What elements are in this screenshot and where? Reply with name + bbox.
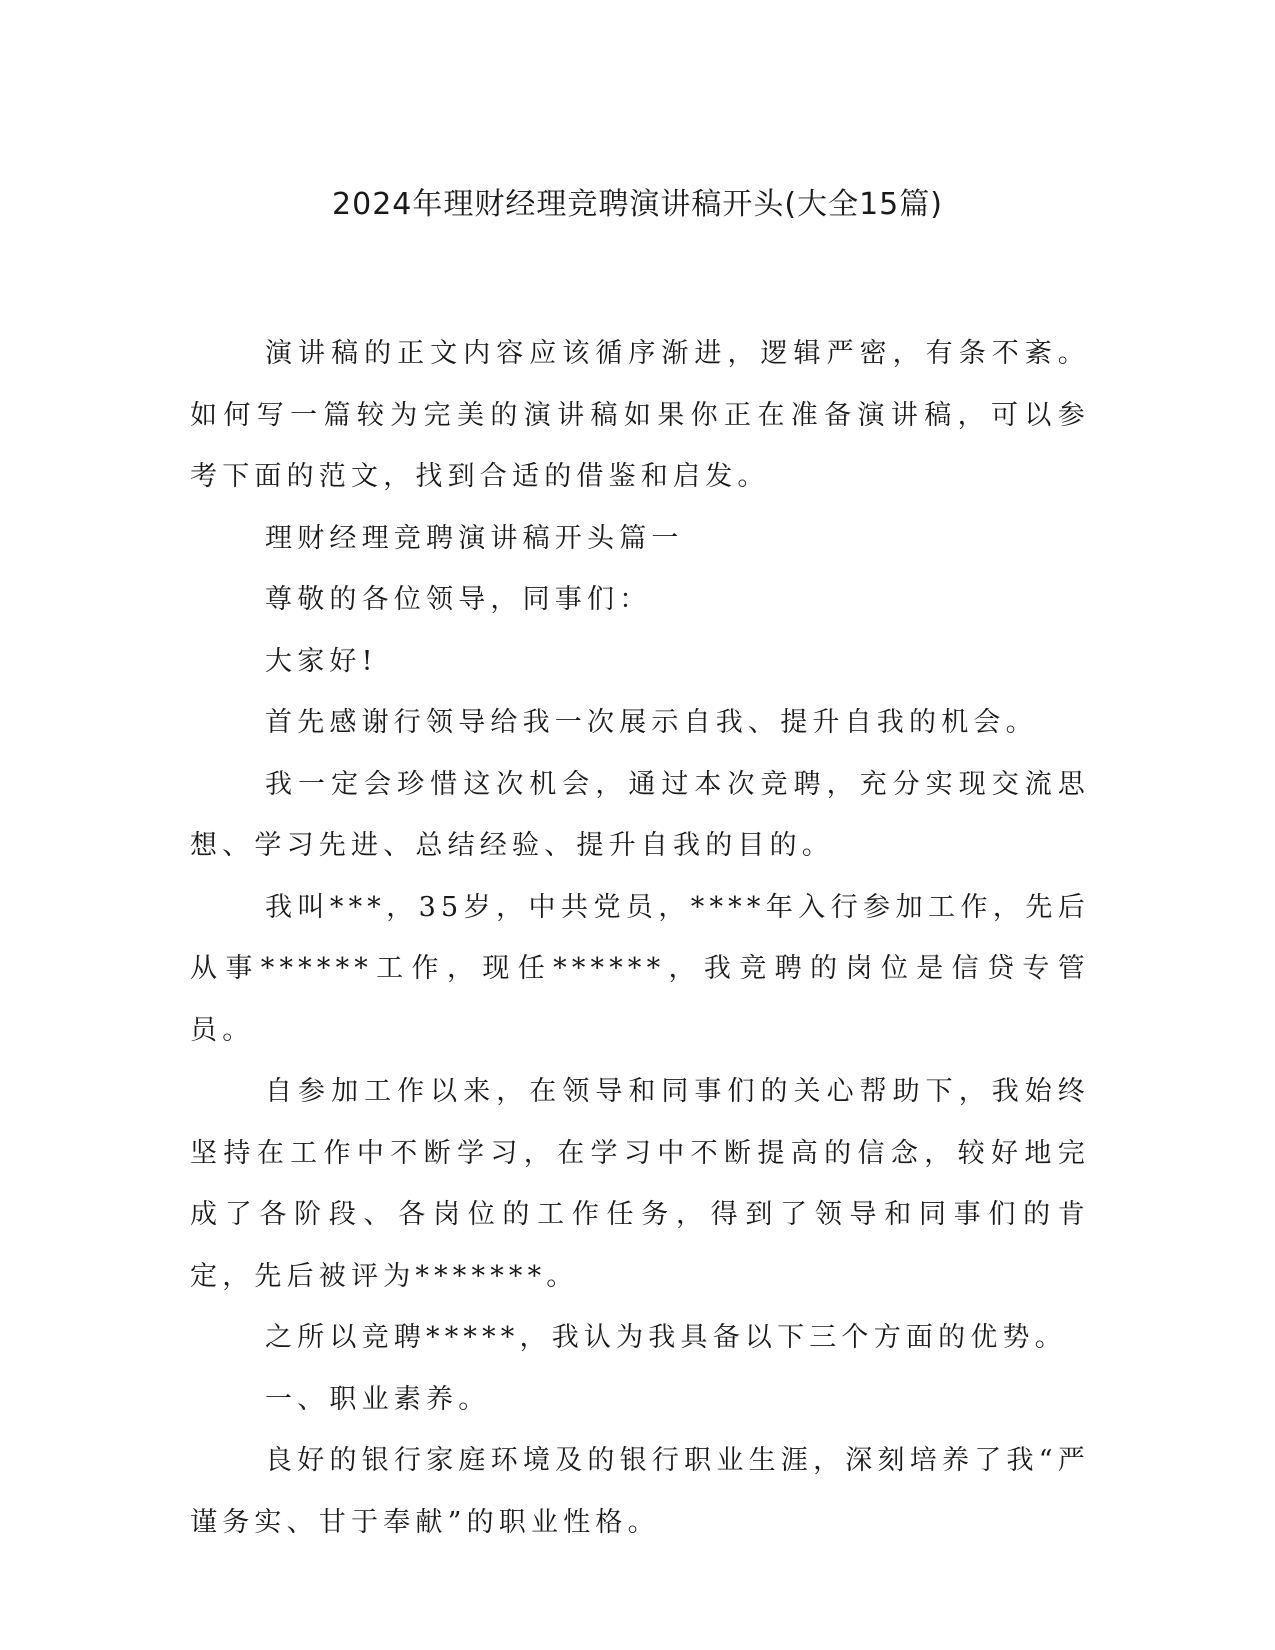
section-heading: 理财经理竞聘演讲稿开头篇一	[265, 522, 684, 554]
body-paragraph: 我叫***，35岁，中共党员，****年入行参加工作，先后从事******工作，现任******，我竞聘的岗位是信贷专管员。	[190, 891, 1090, 1046]
body-paragraph: 良好的银行家庭环境及的银行职业生涯，深刻培养了我“严谨务实、甘于奉献”的职业性格。	[190, 1445, 1090, 1538]
subsection-heading: 一、职业素养。	[265, 1383, 491, 1415]
greeting: 大家好!	[265, 645, 378, 677]
body-paragraph: 自参加工作以来，在领导和同事们的关心帮助下，我始终坚持在工作中不断学习，在学习中不断提高的信念，较好地完成了各阶段、各岗位的工作任务，得到了领导和同事们的肯定，先后被评为*******。	[190, 1076, 1090, 1292]
body-paragraph: 首先感谢行领导给我一次展示自我、提升自我的机会。	[265, 707, 1038, 738]
intro-paragraph: 演讲稿的正文内容应该循序渐进，逻辑严密，有条不紊。如何写一篇较为完美的演讲稿如果你正在准备演讲稿，可以参考下面的范文，找到合适的借鉴和启发。	[190, 338, 1090, 492]
document-title: 2024年理财经理竞聘演讲稿开头(大全15篇)	[332, 187, 943, 222]
salutation: 尊敬的各位领导，同事们：	[265, 584, 652, 615]
body-paragraph: 我一定会珍惜这次机会，通过本次竞聘，充分实现交流思想、学习先进、总结经验、提升自我的目的。	[190, 768, 1090, 861]
document-body	[190, 323, 1090, 1553]
body-paragraph: 之所以竞聘*****，我认为我具备以下三个方面的优势。	[265, 1322, 1067, 1353]
